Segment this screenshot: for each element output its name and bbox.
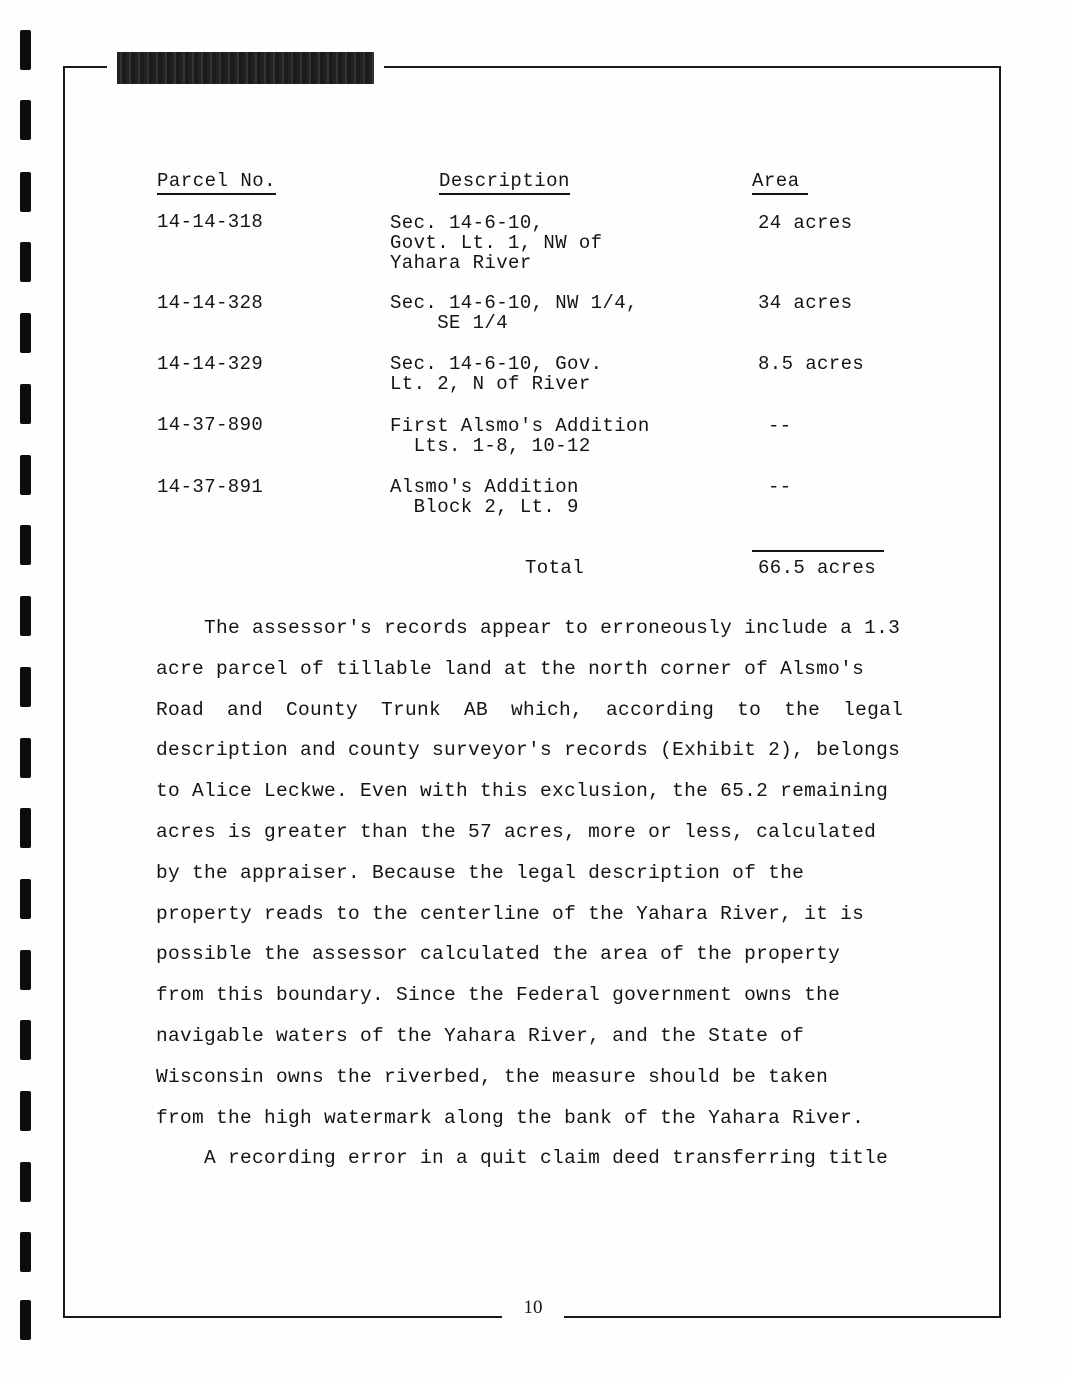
binder-hole xyxy=(20,384,31,424)
total-label: Total xyxy=(525,557,585,579)
binder-hole xyxy=(20,1232,31,1272)
parcel-area: 34 acres xyxy=(758,292,853,314)
binder-hole xyxy=(20,1300,31,1340)
binder-hole xyxy=(20,1020,31,1060)
column-header-parcel: Parcel No. xyxy=(157,170,276,192)
binder-hole xyxy=(20,1162,31,1202)
frame-gap xyxy=(107,60,117,72)
page-number: 10 xyxy=(523,1297,543,1318)
binder-hole xyxy=(20,100,31,140)
column-header-description: Description xyxy=(439,170,570,192)
parcel-description: Sec. 14-6-10, NW 1/4, SE 1/4 xyxy=(390,292,638,334)
parcel-number: 14-37-890 xyxy=(157,414,264,436)
total-rule xyxy=(752,550,884,552)
parcel-number: 14-37-891 xyxy=(157,476,264,498)
parcel-area: -- xyxy=(768,415,792,437)
binder-hole xyxy=(20,738,31,778)
text-line: Wisconsin owns the riverbed, the measure should be taken xyxy=(156,1065,829,1088)
text-line: Road and County Trunk AB which, according to the legal xyxy=(156,698,904,721)
parcel-number: 14-14-328 xyxy=(157,292,264,314)
frame-gap xyxy=(374,60,384,72)
text-line: acres is greater than the 57 acres, more or less, calculated xyxy=(156,820,877,843)
text-line: possible the assessor calculated the area of the property xyxy=(156,943,841,966)
text-line: by the appraiser. Because the legal description of the xyxy=(156,861,805,884)
text-line: to Alice Leckwe. Even with this exclusion, the 65.2 remaining xyxy=(156,780,889,803)
parcel-description: Alsmo's Addition Block 2, Lt. 9 xyxy=(390,476,579,518)
binder-hole xyxy=(20,242,31,282)
header-banner xyxy=(117,52,374,84)
binder-hole xyxy=(20,30,31,70)
text-line: from the high watermark along the bank of the Yahara River. xyxy=(156,1106,865,1129)
body-paragraph-assessor xyxy=(156,608,926,1179)
parcel-area: 24 acres xyxy=(758,212,853,234)
parcel-number: 14-14-329 xyxy=(157,353,264,375)
binder-hole xyxy=(20,525,31,565)
binder-hole xyxy=(20,808,31,848)
binder-hole xyxy=(20,596,31,636)
text-line: acre parcel of tillable land at the north corner of Alsmo's xyxy=(156,657,865,680)
column-header-area: Area xyxy=(752,170,808,192)
binder-hole xyxy=(20,667,31,707)
text-line: A recording error in a quit claim deed transferring title xyxy=(156,1147,889,1170)
parcel-number: 14-14-318 xyxy=(157,211,264,233)
text-line: The assessor's records appear to erroneously include a 1.3 xyxy=(156,617,901,639)
binder-hole xyxy=(20,1091,31,1131)
binder-hole xyxy=(20,172,31,212)
text-line: description and county surveyor's records (Exhibit 2), belongs xyxy=(156,739,901,762)
total-value: 66.5 acres xyxy=(758,557,877,579)
parcel-area: 8.5 acres xyxy=(758,353,865,375)
binder-hole xyxy=(20,950,31,990)
parcel-area: -- xyxy=(768,476,792,498)
parcel-description: Sec. 14-6-10, Gov. Lt. 2, N of River xyxy=(390,353,603,395)
text-line: navigable waters of the Yahara River, and the State of xyxy=(156,1024,805,1047)
parcel-description: First Alsmo's Addition Lts. 1-8, 10-12 xyxy=(390,415,650,457)
binder-hole xyxy=(20,455,31,495)
text-line: from this boundary. Since the Federal government owns the xyxy=(156,984,841,1007)
binder-hole xyxy=(20,879,31,919)
binder-hole xyxy=(20,313,31,353)
text-line: property reads to the centerline of the Yahara River, it is xyxy=(156,902,865,925)
parcel-description: Sec. 14-6-10, Govt. Lt. 1, NW of Yahara River xyxy=(390,212,603,274)
